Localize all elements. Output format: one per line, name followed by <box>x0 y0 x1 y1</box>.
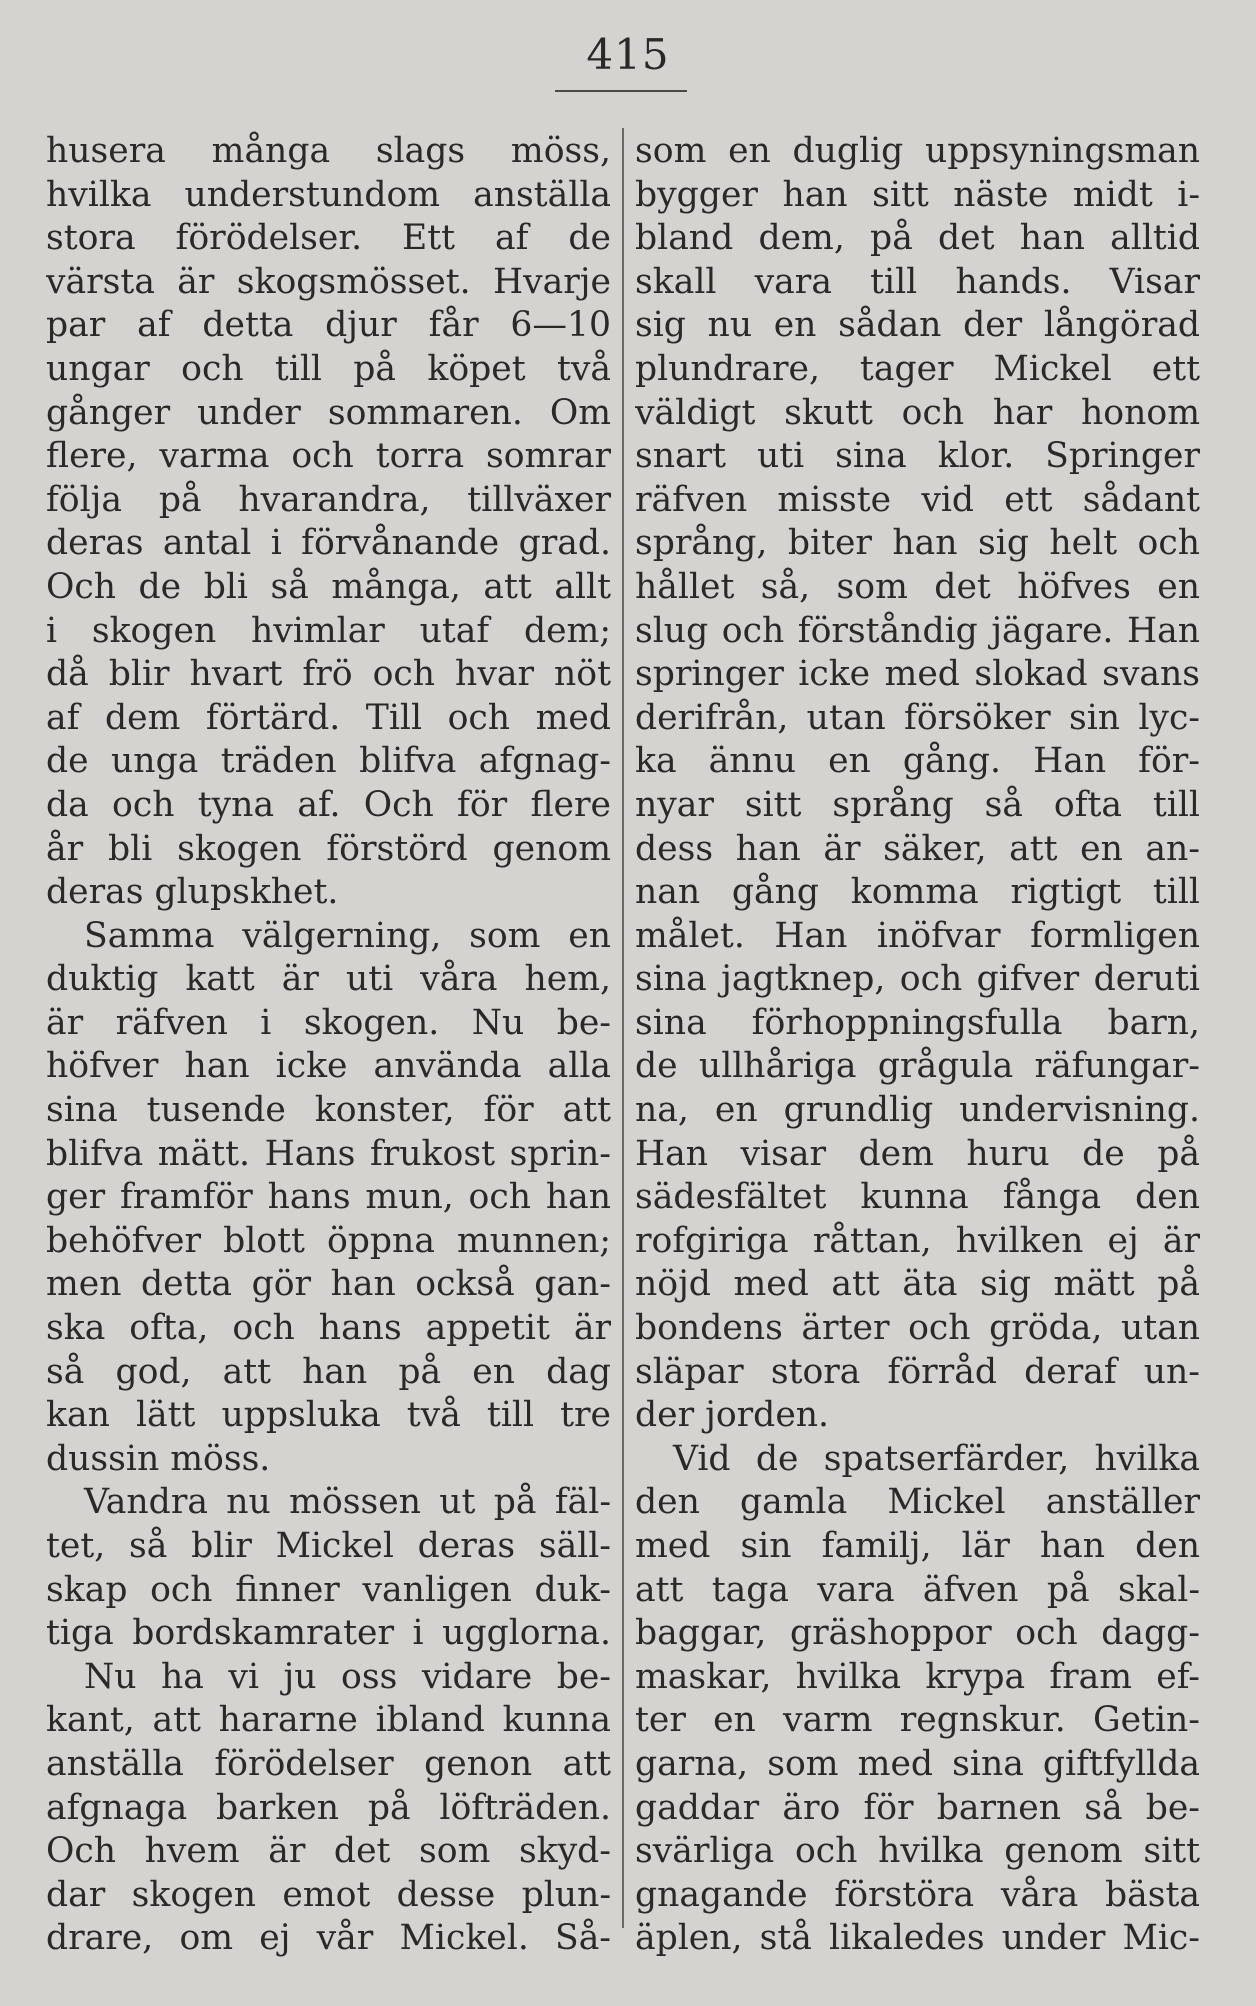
text-line: Och hvem är det som skyd- <box>46 1831 611 1872</box>
text-line: plundrare, tager Mickel ett <box>635 348 1200 389</box>
text-line: nan gång komma rigtigt till <box>635 872 1200 913</box>
text-line: tiga bordskamrater i ugglorna. <box>46 1613 611 1654</box>
text-line: då blir hvart frö och hvar nöt <box>46 654 611 695</box>
text-line: sina jagtknep, och gifver deruti <box>635 959 1200 1000</box>
text-line: derifrån, utan försöker sin lyc- <box>635 697 1200 738</box>
text-line: skap och finner vanligen duk- <box>46 1569 611 1610</box>
text-line: snart uti sina klor. Springer <box>635 436 1200 477</box>
text-line: slug och förståndig jägare. Han <box>635 610 1200 651</box>
text-line: Nu ha vi ju oss vidare be- <box>84 1656 611 1697</box>
text-line: garna, som med sina giftfyllda <box>635 1743 1200 1784</box>
text-line: räfven misste vid ett sådant <box>635 479 1200 520</box>
text-line: af dem förtärd. Till och med <box>46 697 611 738</box>
text-line: sina förhoppningsfulla barn, <box>635 1002 1200 1043</box>
text-line: sina tusende konster, för att <box>46 1090 611 1131</box>
text-line: bondens ärter och gröda, utan <box>635 1308 1200 1349</box>
text-line: maskar, hvilka krypa fram ef- <box>635 1656 1200 1697</box>
text-line: skall vara till hands. Visar <box>635 261 1200 302</box>
text-line: blifva mätt. Hans frukost sprin- <box>46 1133 611 1174</box>
text-line: äplen, stå likaledes under Mic- <box>635 1918 1200 1959</box>
text-line: stora förödelser. Ett af de <box>46 218 611 259</box>
text-line: de ullhåriga grågula räfungar- <box>635 1046 1200 1087</box>
text-line: språng, biter han sig helt och <box>635 523 1200 564</box>
text-line: målet. Han inöfvar formligen <box>635 915 1200 956</box>
text-line: kant, att hararne ibland kunna <box>46 1700 611 1741</box>
text-line: släpar stora förråd deraf un- <box>635 1351 1200 1392</box>
text-line: ger framför hans mun, och han <box>46 1177 611 1218</box>
text-line: dess han är säker, att en an- <box>635 828 1200 869</box>
left-column <box>46 130 611 1961</box>
text-line: svärliga och hvilka genom sitt <box>635 1831 1200 1872</box>
text-line: är räfven i skogen. Nu be- <box>46 1002 611 1043</box>
text-line: men detta gör han också gan- <box>46 1264 611 1305</box>
text-line: gnagande förstöra våra bästa <box>635 1874 1200 1915</box>
text-line: den gamla Mickel anställer <box>635 1482 1200 1523</box>
text-line: bygger han sitt näste midt i- <box>635 174 1200 215</box>
text-line: i skogen hvimlar utaf dem; <box>46 610 611 651</box>
text-line: följa på hvarandra, tillväxer <box>46 479 611 520</box>
text-line: så god, att han på en dag <box>46 1351 611 1392</box>
text-line: dar skogen emot desse plun- <box>46 1874 611 1915</box>
text-line: rofgiriga råttan, hvilken ej är <box>635 1220 1200 1261</box>
text-line: Samma välgerning, som en <box>84 915 611 956</box>
text-line: att taga vara äfven på skal- <box>635 1569 1200 1610</box>
text-line: baggar, gräshoppor och dagg- <box>635 1613 1200 1654</box>
text-line: der jorden. <box>635 1395 830 1436</box>
text-line: flere, varma och torra somrar <box>46 436 611 477</box>
text-line: da och tyna af. Och för flere <box>46 784 611 825</box>
text-line: springer icke med slokad svans <box>635 654 1200 695</box>
text-line: kan lätt uppsluka två till tre <box>46 1395 611 1436</box>
text-line: ter en varm regnskur. Getin- <box>635 1700 1200 1741</box>
text-line: värsta är skogsmösset. Hvarje <box>46 261 611 302</box>
text-line: nöjd med att äta sig mätt på <box>635 1264 1200 1305</box>
text-line: Vid de spatserfärder, hvilka <box>673 1438 1200 1479</box>
text-line: deras glupskhet. <box>46 872 339 913</box>
text-line: de unga träden blifva afgnag- <box>46 741 611 782</box>
text-line: sig nu en sådan der långörad <box>635 305 1200 346</box>
text-line: deras antal i förvånande grad. <box>46 523 611 564</box>
text-line: husera många slags möss, <box>46 131 611 171</box>
text-line: na, en grundlig undervisning. <box>635 1090 1200 1131</box>
header-rule <box>555 90 687 92</box>
text-line: duktig katt är uti våra hem, <box>46 959 611 1000</box>
text-line: ka ännu en gång. Han för- <box>635 741 1200 782</box>
column-divider <box>622 128 624 1928</box>
text-line: höfver han icke använda alla <box>46 1046 611 1087</box>
text-line: drare, om ej vår Mickel. Så- <box>46 1918 611 1959</box>
text-line: Vandra nu mössen ut på fäl- <box>84 1482 611 1523</box>
page-number: 415 <box>586 30 670 79</box>
text-line: år bli skogen förstörd genom <box>46 828 611 869</box>
text-line: anställa förödelser genon att <box>46 1743 611 1784</box>
text-line: ungar och till på köpet två <box>46 348 611 389</box>
text-line: Och de bli så många, att allt <box>46 566 611 607</box>
text-line: gånger under sommaren. Om <box>46 392 611 433</box>
text-line: dussin möss. <box>46 1438 271 1479</box>
right-column <box>635 130 1200 1961</box>
text-line: hållet så, som det höfves en <box>635 566 1200 607</box>
text-line: tet, så blir Mickel deras säll- <box>46 1526 611 1566</box>
text-line: som en duglig uppsyningsman <box>635 131 1200 171</box>
text-line: väldigt skutt och har honom <box>635 392 1200 433</box>
text-line: med sin familj, lär han den <box>635 1526 1200 1566</box>
text-line: hvilka understundom anställa <box>46 174 611 215</box>
text-line: Han visar dem huru de på <box>635 1133 1200 1174</box>
text-line: behöfver blott öppna munnen; <box>46 1220 611 1261</box>
text-line: ska ofta, och hans appetit är <box>46 1308 611 1349</box>
text-line: par af detta djur får 6—10 <box>46 305 611 346</box>
text-line: sädesfältet kunna fånga den <box>635 1177 1200 1218</box>
text-line: afgnaga barken på löfträden. <box>46 1787 611 1828</box>
text-line: bland dem, på det han alltid <box>635 218 1200 259</box>
text-line: gaddar äro för barnen så be- <box>635 1787 1200 1828</box>
text-line: nyar sitt språng så ofta till <box>635 784 1200 825</box>
